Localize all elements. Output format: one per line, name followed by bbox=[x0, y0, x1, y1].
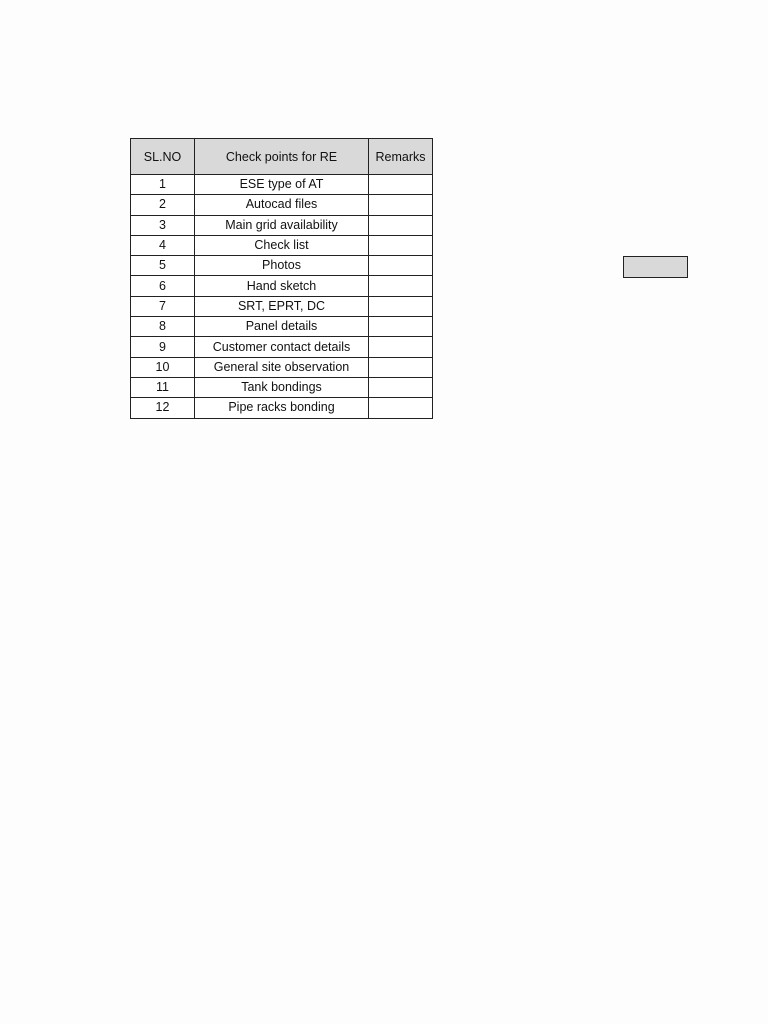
remarks-cell[interactable] bbox=[369, 398, 433, 418]
check-point-cell: Hand sketch bbox=[195, 276, 369, 296]
sl-no-cell: 4 bbox=[131, 235, 195, 255]
check-point-cell: Check list bbox=[195, 235, 369, 255]
sl-no-cell: 11 bbox=[131, 377, 195, 397]
table-row bbox=[131, 256, 433, 276]
sl-no-cell: 6 bbox=[131, 276, 195, 296]
table-row bbox=[131, 357, 433, 377]
check-point-cell: ESE type of AT bbox=[195, 175, 369, 195]
check-point-cell: General site observation bbox=[195, 357, 369, 377]
table-row bbox=[131, 337, 433, 357]
check-point-cell: Panel details bbox=[195, 317, 369, 337]
checklist-table bbox=[130, 138, 433, 419]
remarks-cell[interactable] bbox=[369, 357, 433, 377]
check-point-cell: Photos bbox=[195, 256, 369, 276]
check-point-cell: Pipe racks bonding bbox=[195, 398, 369, 418]
remarks-cell[interactable] bbox=[369, 175, 433, 195]
sl-no-cell: 3 bbox=[131, 215, 195, 235]
remarks-cell[interactable] bbox=[369, 377, 433, 397]
remarks-cell[interactable] bbox=[369, 296, 433, 316]
check-point-cell: Autocad files bbox=[195, 195, 369, 215]
table-row bbox=[131, 317, 433, 337]
check-point-cell: Main grid availability bbox=[195, 215, 369, 235]
check-point-cell: Tank bondings bbox=[195, 377, 369, 397]
table-header-row bbox=[131, 139, 433, 175]
table-row bbox=[131, 235, 433, 255]
table-row bbox=[131, 398, 433, 418]
check-point-cell: SRT, EPRT, DC bbox=[195, 296, 369, 316]
remarks-cell[interactable] bbox=[369, 235, 433, 255]
check-point-cell: Customer contact details bbox=[195, 337, 369, 357]
sl-no-cell: 9 bbox=[131, 337, 195, 357]
remarks-cell[interactable] bbox=[369, 256, 433, 276]
sl-no-cell: 1 bbox=[131, 175, 195, 195]
table-row bbox=[131, 276, 433, 296]
table-row bbox=[131, 195, 433, 215]
sl-no-cell: 5 bbox=[131, 256, 195, 276]
remarks-cell[interactable] bbox=[369, 276, 433, 296]
table-row bbox=[131, 377, 433, 397]
remarks-cell[interactable] bbox=[369, 317, 433, 337]
sl-no-cell: 2 bbox=[131, 195, 195, 215]
sl-no-cell: 8 bbox=[131, 317, 195, 337]
header-remarks: Remarks bbox=[369, 139, 433, 175]
remarks-cell[interactable] bbox=[369, 195, 433, 215]
table-row bbox=[131, 175, 433, 195]
remarks-cell[interactable] bbox=[369, 337, 433, 357]
table-row bbox=[131, 296, 433, 316]
shaded-cell bbox=[623, 256, 688, 278]
sl-no-cell: 12 bbox=[131, 398, 195, 418]
header-check-points: Check points for RE bbox=[195, 139, 369, 175]
header-sl-no: SL.NO bbox=[131, 139, 195, 175]
sl-no-cell: 10 bbox=[131, 357, 195, 377]
table-row bbox=[131, 215, 433, 235]
sl-no-cell: 7 bbox=[131, 296, 195, 316]
remarks-cell[interactable] bbox=[369, 215, 433, 235]
